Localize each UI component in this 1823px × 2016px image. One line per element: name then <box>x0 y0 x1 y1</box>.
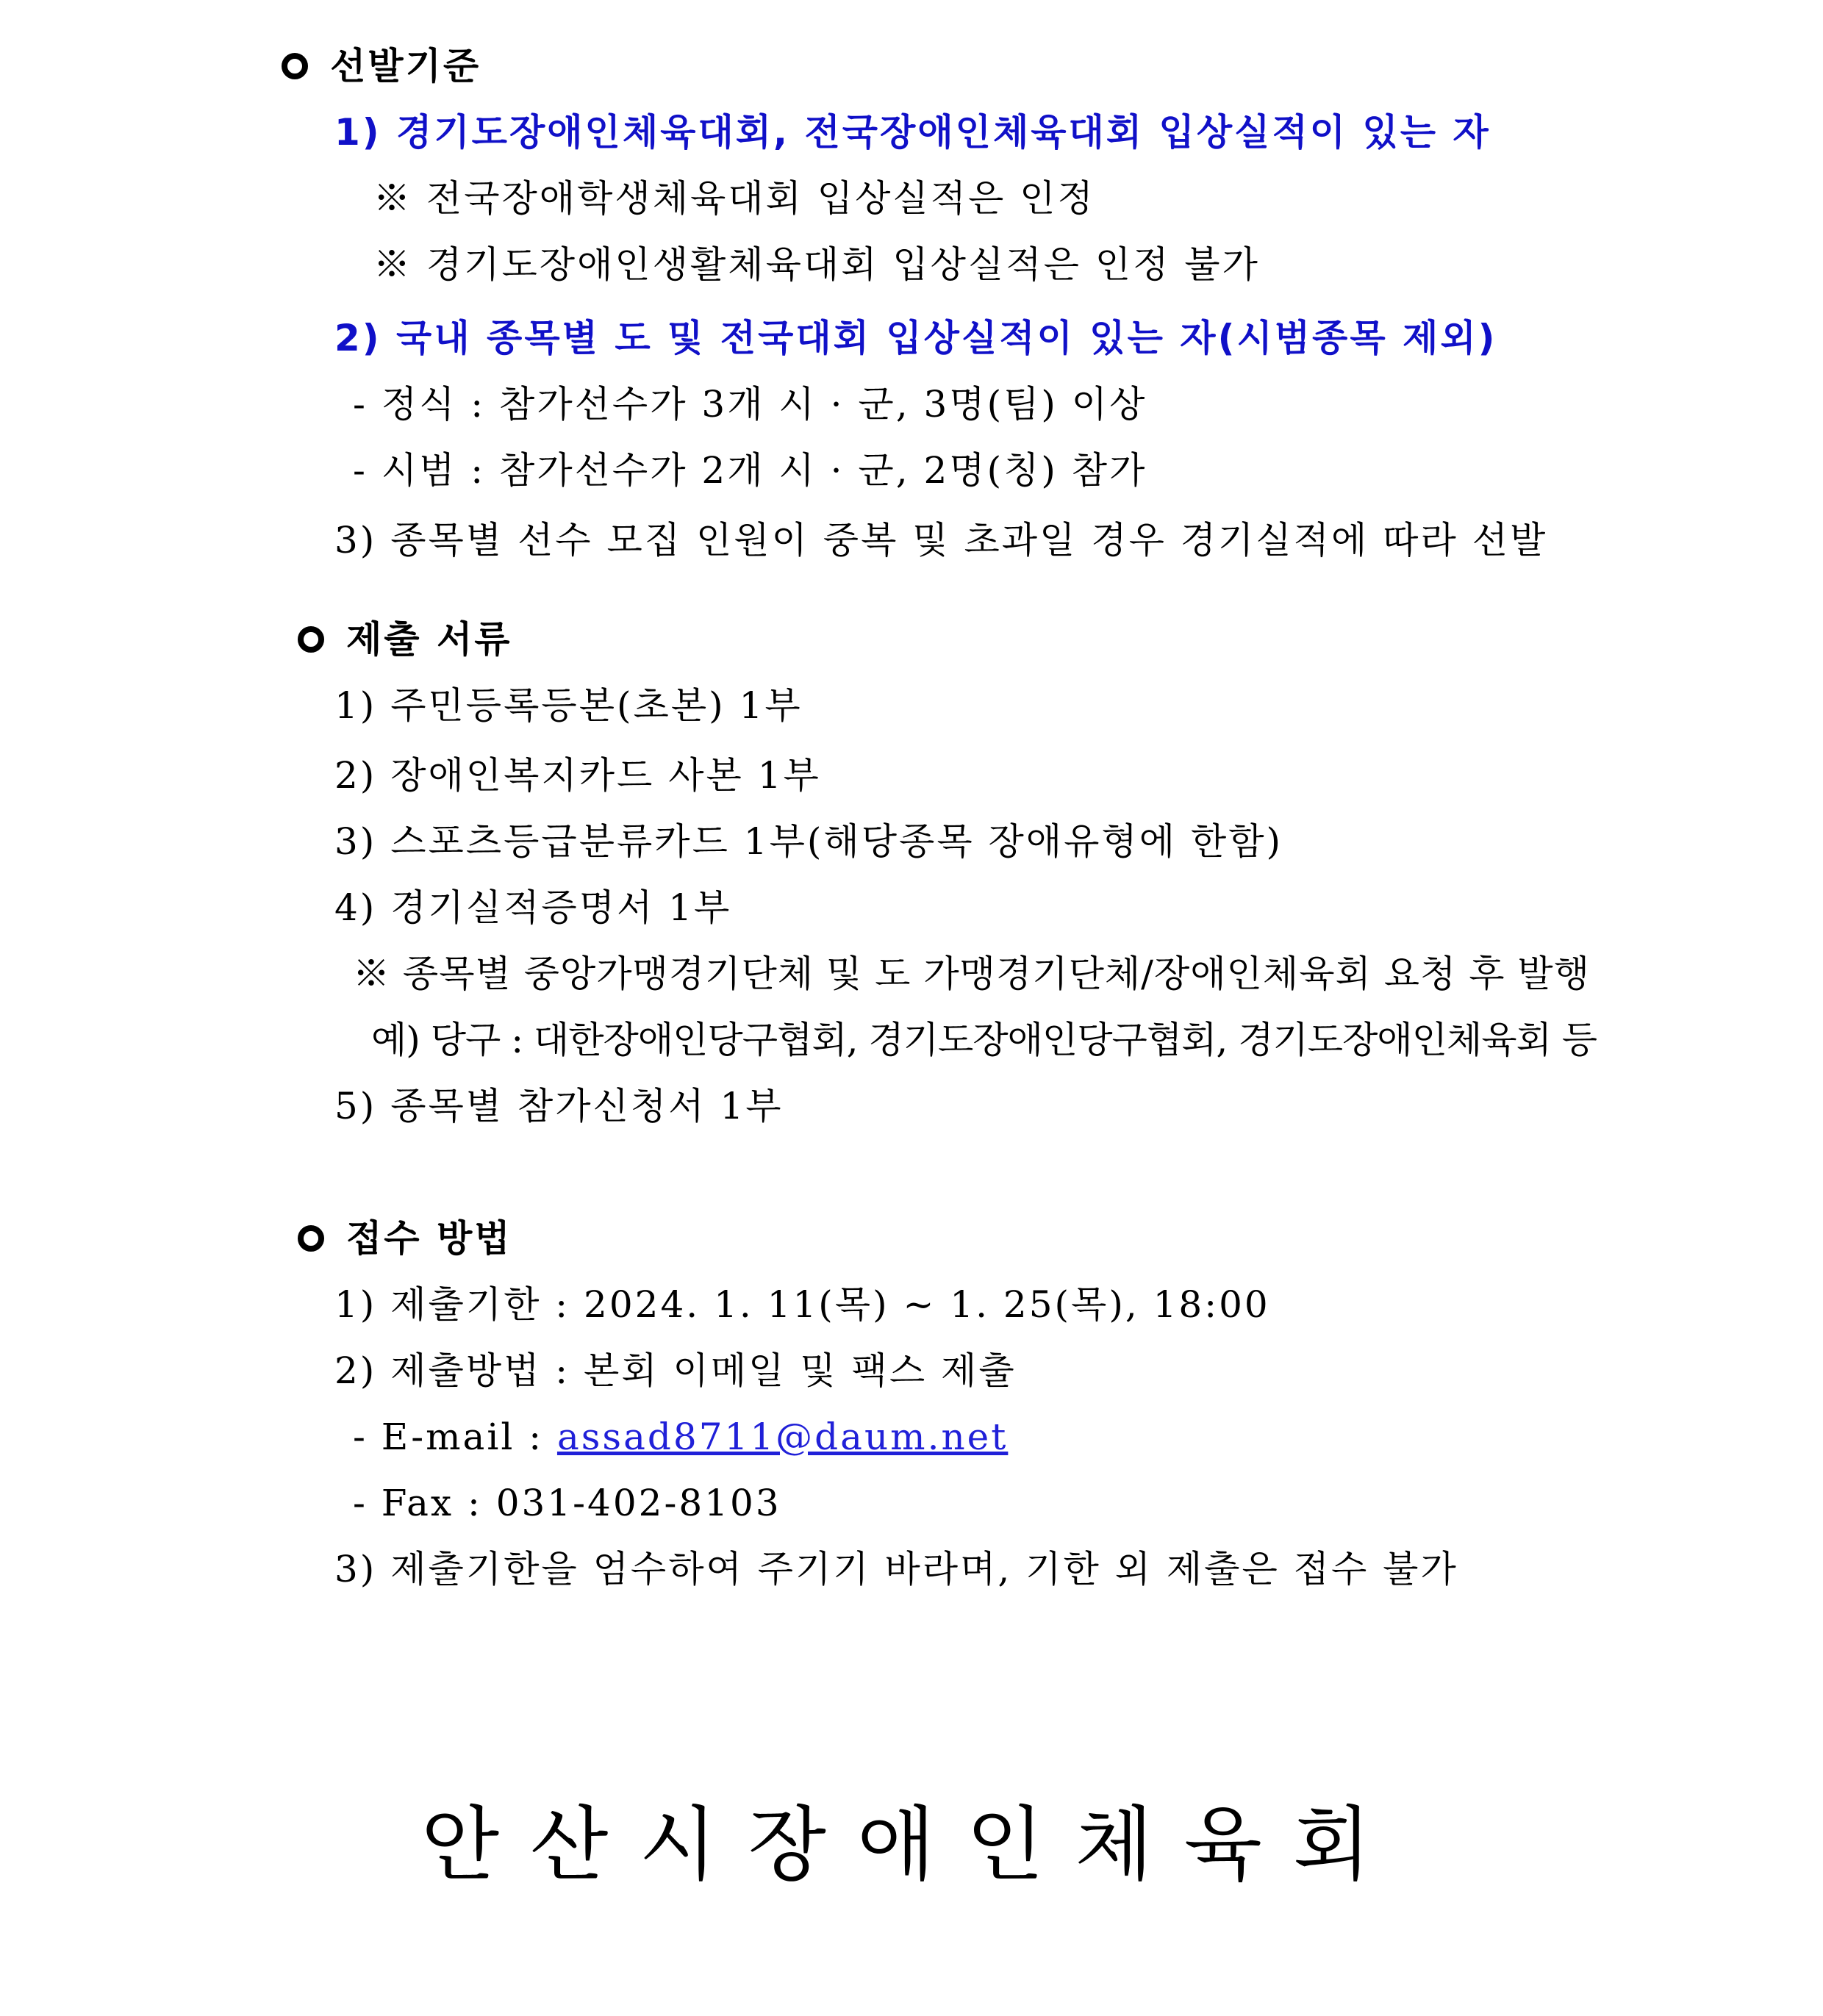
heading-text: 선발기준 <box>330 45 481 87</box>
submission-notice: 3) 제출기한을 엄수하여 주기기 바라며, 기한 외 제출은 접수 불가 <box>334 1548 1458 1590</box>
organization-name: 안산시장애인체육회 <box>420 1798 1403 1892</box>
section-heading-submission <box>298 1213 512 1264</box>
document-item-2: 2) 장애인복지카드 사본 1부 <box>334 754 821 797</box>
criteria-item-1: 1) 경기도장애인체육대회, 전국장애인체육대회 입상실적이 있는 자 <box>334 111 1491 154</box>
criteria-item-2: 2) 국내 종목별 도 및 전국대회 입상실적이 있는 자(시범종목 제외) <box>334 317 1497 359</box>
document-note-2: 예) 당구 : 대한장애인당구협회, 경기도장애인당구협회, 경기도장애인체육회 등 <box>371 1019 1597 1061</box>
heading-text: 접수 방법 <box>346 1217 512 1260</box>
criteria-item-3: 3) 종목별 선수 모집 인원이 중복 및 초과일 경우 경기실적에 따라 선발 <box>334 519 1548 562</box>
section-heading-documents <box>298 614 512 665</box>
submission-email-row <box>353 1411 1008 1463</box>
email-link[interactable]: assad8711@daum.net <box>556 1416 1009 1458</box>
document-item-5: 5) 종목별 참가신청서 1부 <box>334 1085 784 1127</box>
submission-method: 2) 제출방법 : 본회 이메일 및 팩스 제출 <box>334 1349 1017 1392</box>
heading-text: 제출 서류 <box>346 618 512 661</box>
email-label: - E-mail : <box>353 1416 557 1458</box>
section-heading-selection-criteria <box>282 40 481 92</box>
submission-deadline: 1) 제출기한 : 2024. 1. 11(목) ~ 1. 25(목), 18:00 <box>334 1283 1270 1326</box>
criteria-sub-official: - 정식 : 참가선수가 3개 시 · 군, 3명(팀) 이상 <box>353 383 1147 426</box>
criteria-note-1: ※ 전국장애학생체육대회 입상실적은 인정 <box>373 177 1095 220</box>
circle-bullet-icon <box>298 1225 324 1252</box>
criteria-note-2: ※ 경기도장애인생활체육대회 입상실적은 인정 불가 <box>373 243 1260 286</box>
document-item-1: 1) 주민등록등본(초본) 1부 <box>334 684 803 727</box>
document-item-4: 4) 경기실적증명서 1부 <box>334 886 732 929</box>
circle-bullet-icon <box>282 53 308 79</box>
submission-fax: - Fax : 031-402-8103 <box>353 1482 781 1524</box>
circle-bullet-icon <box>298 626 324 653</box>
criteria-sub-demo: - 시범 : 참가선수가 2개 시 · 군, 2명(칭) 참가 <box>353 449 1147 492</box>
document-item-3: 3) 스포츠등급분류카드 1부(해당종목 장애유형에 한함) <box>334 820 1283 863</box>
document-note-1: ※ 종목별 중앙가맹경기단체 및 도 가맹경기단체/장애인체육회 요청 후 발행 <box>353 953 1590 995</box>
